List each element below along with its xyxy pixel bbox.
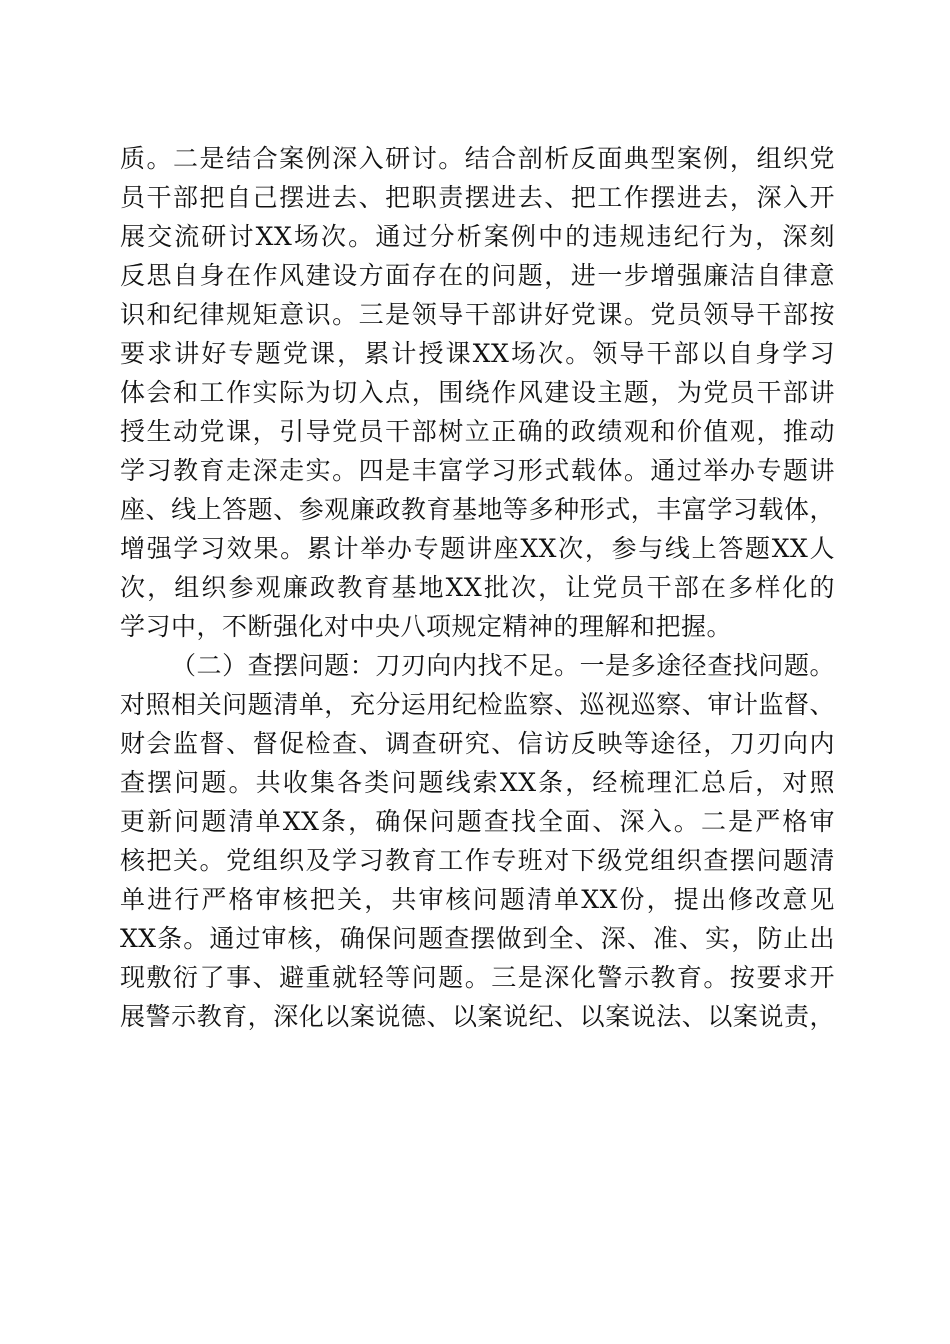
- text-line: 核把关。党组织及学习教育工作专班对下级党组织查摆问题清: [120, 846, 835, 875]
- text-line: 展警示教育，深化以案说德、以案说纪、以案说法、以案说责，: [120, 1002, 835, 1031]
- text-line: 员干部把自己摆进去、把职责摆进去、把工作摆进去，深入开: [120, 183, 835, 212]
- text-line: 增强学习效果。累计举办专题讲座XX次，参与线上答题XX人: [120, 534, 835, 563]
- text-line: 现敷衍了事、避重就轻等问题。三是深化警示教育。按要求开: [120, 963, 835, 992]
- text-line: 财会监督、督促检查、调查研究、信访反映等途径，刀刃向内: [120, 729, 835, 758]
- text-line: 更新问题清单XX条，确保问题查找全面、深入。二是严格审: [120, 807, 835, 836]
- text-line: 反思自身在作风建设方面存在的问题，进一步增强廉洁自律意: [120, 261, 835, 290]
- text-line: XX条。通过审核，确保问题查摆做到全、深、准、实，防止出: [120, 924, 835, 953]
- text-line: 体会和工作实际为切入点，围绕作风建设主题，为党员干部讲: [120, 378, 835, 407]
- text-line: 展交流研讨XX场次。通过分析案例中的违规违纪行为，深刻: [120, 222, 835, 251]
- text-line: 授生动党课，引导党员干部树立正确的政绩观和价值观，推动: [120, 417, 835, 446]
- text-line: 要求讲好专题党课，累计授课XX场次。领导干部以自身学习: [120, 339, 835, 368]
- text-line: 质。二是结合案例深入研讨。结合剖析反面典型案例，组织党: [120, 144, 835, 173]
- text-line: 座、线上答题、参观廉政教育基地等多种形式，丰富学习载体，: [120, 495, 835, 524]
- text-line: 次，组织参观廉政教育基地XX批次，让党员干部在多样化的: [120, 573, 835, 602]
- text-line: 对照相关问题清单，充分运用纪检监察、巡视巡察、审计监督、: [120, 690, 835, 719]
- section-heading-line: （二）查摆问题：刀刃向内找不足。一是多途径查找问题。: [171, 651, 835, 680]
- text-line: 学习教育走深走实。四是丰富学习形式载体。通过举办专题讲: [120, 456, 835, 485]
- text-line: 查摆问题。共收集各类问题线索XX条，经梳理汇总后，对照: [120, 768, 835, 797]
- text-line: 识和纪律规矩意识。三是领导干部讲好党课。党员领导干部按: [120, 300, 835, 329]
- text-line: 单进行严格审核把关，共审核问题清单XX份，提出修改意见: [120, 885, 835, 914]
- text-line: 学习中，不断强化对中央八项规定精神的理解和把握。: [120, 612, 733, 641]
